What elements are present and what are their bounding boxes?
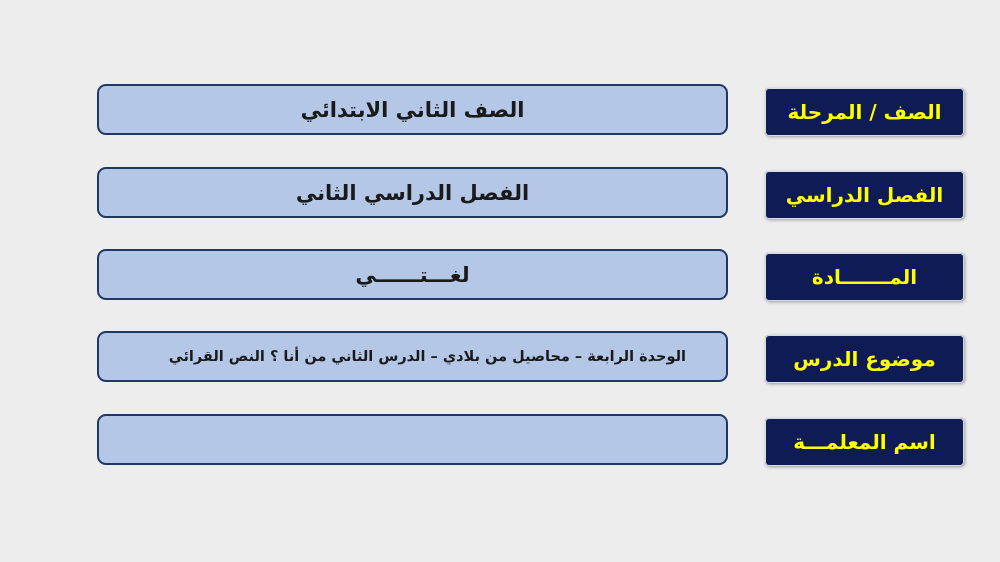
semester-value-box: [97, 167, 728, 218]
teacher-name-value-box: [97, 414, 728, 465]
teacher-name-label: اسم المعلمـــة: [793, 430, 936, 454]
grade-label: الصف / المرحلة: [787, 100, 942, 124]
teacher-name-label-box: [765, 418, 964, 466]
semester-label: الفصل الدراسي: [785, 183, 944, 207]
lesson-topic-value-box: [97, 331, 728, 382]
lesson-topic-value: الوحدة الرابعة – محاصيل من بلادي – الدرس الثاني من أنا ؟ النص القرائي: [168, 348, 686, 365]
teacher-name-row: [0, 414, 1000, 470]
lesson-topic-label: موضوع الدرس: [793, 347, 936, 371]
grade-value-box: [97, 84, 728, 135]
grade-row: [0, 84, 1000, 140]
semester-row: [0, 167, 1000, 223]
semester-label-box: [765, 171, 964, 219]
semester-value: الفصل الدراسي الثاني: [295, 180, 530, 205]
subject-label: المـــــــادة: [811, 265, 918, 289]
grade-value: الصف الثاني الابتدائي: [300, 97, 525, 122]
lesson-topic-label-box: [765, 335, 964, 383]
grade-label-box: [765, 88, 964, 136]
subject-row: [0, 249, 1000, 305]
subject-label-box: [765, 253, 964, 301]
subject-value-box: [97, 249, 728, 300]
subject-value: لغـــتــــــي: [355, 262, 470, 287]
lesson-topic-row: [0, 331, 1000, 387]
